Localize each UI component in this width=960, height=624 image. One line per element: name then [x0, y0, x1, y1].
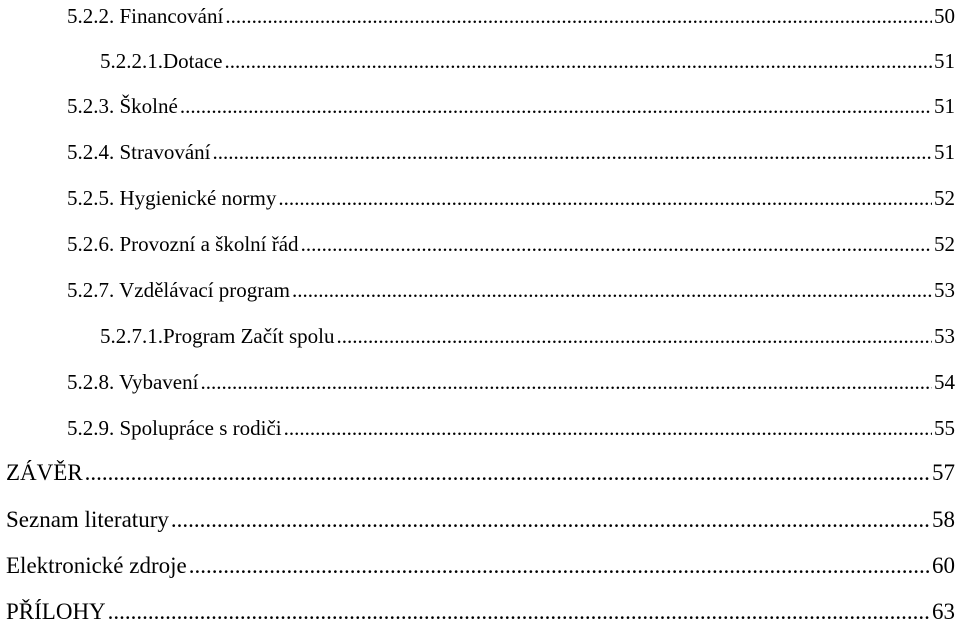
- toc-entry-vybaveni[interactable]: [67, 366, 955, 394]
- toc-entry-financovani[interactable]: [67, 0, 955, 28]
- toc-entry-zaver[interactable]: [6, 457, 955, 485]
- toc-dot-leader: [180, 94, 932, 118]
- toc-entry-label: 5.2.2. Financování: [67, 4, 224, 28]
- toc-dot-leader: [171, 508, 930, 532]
- toc-entry-label: ZÁVĚR: [6, 460, 83, 485]
- toc-entry-page: 51: [934, 94, 955, 118]
- toc-dot-leader: [336, 324, 932, 348]
- toc-dot-leader: [284, 416, 932, 440]
- toc-entry-label: 5.2.5. Hygienické normy: [67, 186, 277, 210]
- toc-entry-prilohy[interactable]: [6, 596, 955, 624]
- toc-entry-label: 5.2.3. Školné: [67, 94, 178, 118]
- toc-dot-leader: [200, 370, 932, 394]
- toc-entry-label: 5.2.7.1.Program Začít spolu: [100, 324, 335, 348]
- toc-entry-page: 50: [934, 4, 955, 28]
- toc-entry-label: 5.2.4. Stravování: [67, 140, 211, 164]
- toc-entry-spoluprace-s-rodici[interactable]: [67, 412, 955, 440]
- toc-dot-leader: [278, 186, 932, 210]
- toc-entry-program-zacit-spolu[interactable]: [100, 320, 955, 348]
- toc-dot-leader: [189, 554, 930, 578]
- toc-entry-page: 55: [934, 416, 955, 440]
- toc-dot-leader: [301, 232, 932, 256]
- toc-entry-page: 53: [934, 324, 955, 348]
- toc-entry-page: 57: [932, 460, 955, 485]
- toc-entry-page: 58: [932, 507, 955, 532]
- toc-entry-label: 5.2.6. Provozní a školní řád: [67, 232, 299, 256]
- toc-dot-leader: [108, 600, 930, 624]
- toc-entry-provozni-rad[interactable]: [67, 228, 955, 256]
- toc-dot-leader: [224, 49, 932, 73]
- toc-entry-dotace[interactable]: [100, 45, 955, 73]
- toc-entry-page: 51: [934, 140, 955, 164]
- toc-dot-leader: [85, 461, 930, 485]
- toc-entry-seznam-literatury[interactable]: [6, 504, 955, 532]
- toc-dot-leader: [225, 4, 932, 28]
- toc-entry-page: 52: [934, 186, 955, 210]
- toc-entry-page: 63: [932, 599, 955, 624]
- toc-entry-label: 5.2.9. Spolupráce s rodiči: [67, 416, 282, 440]
- toc-entry-skolne[interactable]: [67, 90, 955, 118]
- toc-entry-label: 5.2.8. Vybavení: [67, 370, 199, 394]
- toc-dot-leader: [212, 140, 932, 164]
- toc-entry-page: 53: [934, 278, 955, 302]
- toc-entry-hygienicke-normy[interactable]: [67, 182, 955, 210]
- toc-entry-label: 5.2.7. Vzdělávací program: [67, 278, 290, 302]
- toc-entry-elektronicke-zdroje[interactable]: [6, 550, 955, 578]
- toc-entry-page: 52: [934, 232, 955, 256]
- toc-entry-page: 54: [934, 370, 955, 394]
- toc-entry-label: Elektronické zdroje: [6, 553, 187, 578]
- toc-entry-label: 5.2.2.1.Dotace: [100, 49, 223, 73]
- toc-entry-vzdelavaci-program[interactable]: [67, 274, 955, 302]
- toc-entry-label: Seznam literatury: [6, 507, 169, 532]
- toc-entry-page: 51: [934, 49, 955, 73]
- toc-entry-stravovani[interactable]: [67, 136, 955, 164]
- toc-entry-label: PŘÍLOHY: [6, 599, 106, 624]
- toc-dot-leader: [292, 278, 932, 302]
- toc-entry-page: 60: [932, 553, 955, 578]
